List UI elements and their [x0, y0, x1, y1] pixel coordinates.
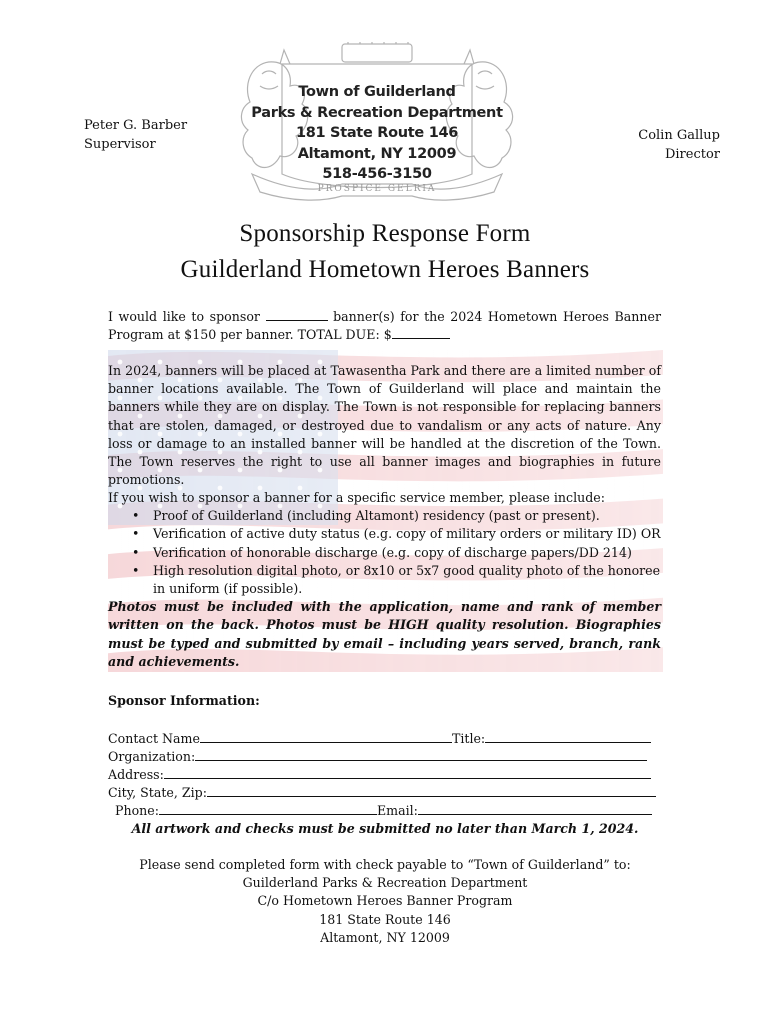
requirement-item: • High resolution digital photo, or 8x10 or 5x7 good quality photo of the honoree in uniform (if possible). [108, 562, 661, 598]
director-title: Director [664, 147, 720, 162]
city-state-zip-field[interactable] [207, 784, 656, 797]
logo-line-phone: 518-456-3150 [322, 166, 432, 182]
phone-email-row [115, 802, 663, 820]
mailing-instructions [0, 856, 770, 947]
policy-paragraph: In 2024, banners will be placed at Tawasentha Park and there are a limited number of banner locations available. The Town of Guilderland will place and maintain the banners while they are on display. The Town is not responsible for replacing banners that are stolen, damaged, or destroyed due to vandalism or any acts of nature. Any loss or damage to an installed banner will be handled at the discretion of the Town. The Town reserves the right to use all banner images and biographies in future promotions. [108, 363, 661, 488]
banner-count-blank[interactable] [266, 308, 328, 321]
seal-motto: PROSPICE GELRIA [317, 184, 437, 194]
phone-label: Phone: [115, 803, 159, 818]
sponsor-intro [108, 308, 661, 344]
supervisor-block [84, 116, 187, 154]
logo-line-city: Altamont, NY 12009 [297, 145, 457, 162]
contact-title-row [108, 730, 656, 748]
address-row [108, 766, 656, 784]
form-title [0, 216, 770, 288]
logo-line-department: Parks & Recreation Department [251, 104, 503, 121]
service-member-section [108, 489, 661, 671]
sponsor-info-heading: Sponsor Information: [108, 693, 260, 708]
form-title-line1: Sponsorship Response Form [239, 220, 531, 247]
total-due-blank[interactable] [392, 326, 450, 339]
department-address-block [232, 82, 522, 185]
mailing-line-city: Altamont, NY 12009 [320, 929, 450, 945]
organization-label: Organization: [108, 749, 196, 764]
title-label: Title: [451, 731, 486, 746]
logo-line-town: Town of Guilderland [298, 84, 456, 100]
mailing-line-street: 181 State Route 146 [319, 911, 451, 927]
mailing-line-program: C/o Hometown Heroes Banner Program [257, 893, 513, 909]
town-seal-logo [232, 42, 522, 204]
mailing-instruction-text: Please send completed form with check payable to “Town of Guilderland” to: [139, 857, 631, 872]
contact-name-field[interactable] [200, 730, 452, 743]
requirements-list [108, 507, 661, 598]
contact-name-label: Contact Name [108, 731, 200, 746]
intro-text-part2: banner(s) for the 2024 Hometown Heroes Banner Program at $150 per banner. TOTAL DUE: $ [108, 309, 661, 343]
supervisor-title: Supervisor [84, 137, 156, 152]
email-field[interactable] [418, 802, 652, 815]
email-label: Email: [376, 803, 418, 818]
city-state-zip-row [108, 784, 656, 802]
form-title-line2: Guilderland Hometown Heroes Banners [180, 256, 590, 283]
title-field[interactable] [485, 730, 651, 743]
requirement-item: • Verification of honorable discharge (e.g. copy of discharge papers/DD 214) [108, 544, 661, 562]
director-block [638, 126, 720, 164]
organization-field[interactable] [195, 748, 647, 761]
city-state-zip-label: City, State, Zip: [108, 785, 207, 800]
service-intro: If you wish to sponsor a banner for a specific service member, please include: [108, 490, 605, 505]
submission-deadline: All artwork and checks must be submitted no later than March 1, 2024. [131, 821, 639, 836]
address-field[interactable] [164, 766, 651, 779]
mailing-line-department: Guilderland Parks & Recreation Department [242, 875, 528, 891]
organization-row [108, 748, 656, 766]
intro-text-part1: I would like to sponsor [108, 309, 266, 324]
address-label: Address: [108, 767, 164, 782]
logo-line-street: 181 State Route 146 [295, 125, 459, 141]
director-name: Colin Gallup [638, 128, 720, 143]
phone-field[interactable] [159, 802, 377, 815]
supervisor-name: Peter G. Barber [84, 118, 188, 133]
requirement-item: • Verification of active duty status (e.g. copy of military orders or military ID) OR [108, 525, 661, 543]
requirement-item: • Proof of Guilderland (including Altamont) residency (past or present). [108, 507, 661, 525]
photo-requirements-note: Photos must be included with the application, name and rank of member written on the back. Photos must be HIGH quality resolution. Biographies must be typed and submitted by email – including years served, branch, rank and achievements. [108, 599, 661, 669]
